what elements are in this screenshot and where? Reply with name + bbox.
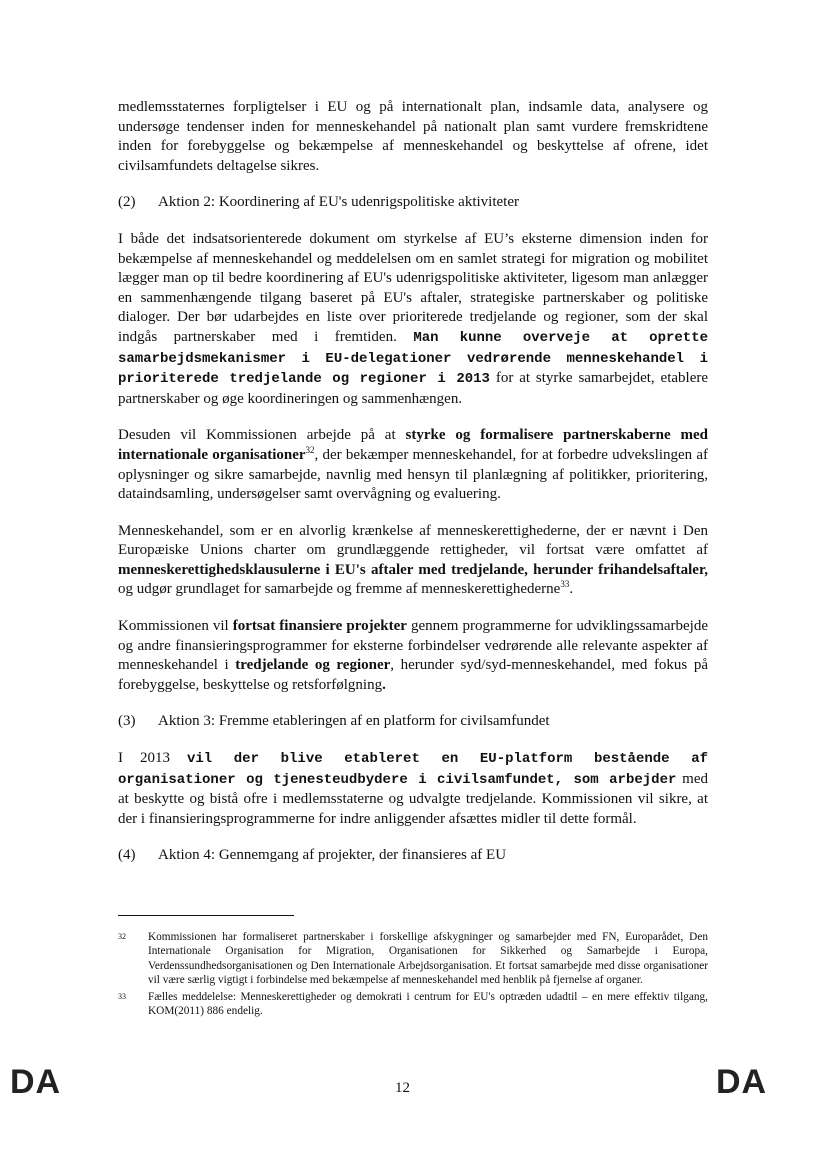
paragraph-coordination: I både det indsatsorienterede dokument om styrkelse af EU’s eksterne dimension inden for bekæmpelse af menneskehandel og meddelelsen om en samlet strategi for migration og mobilitet lægger man op til bedre koordinering af EU's udenrigspolitiske aktiviteter, ligesom man anlægger en sammenhængende tilgang baseret på EU's aftaler, strategiske partnerskaber og politiske dialoger. Der bør udarbejdes en liste over prioriterede tredjelande og regioner, som der skal indgås partnerskaber med i fremtiden. Man kunne overveje at oprette samarbejdsmekanismer i EU-delegationer vedrørende menneskehandel i prioriterede tredjelande og regioner i 2013 for at styrke samarbejdet, etablere partnerskaber og øge koordineringen og sammenhængen. bbox=[118, 230, 709, 407]
footnote-text: Fælles meddelelse: Menneskerettigheder og demokrati i centrum for EU's optræden udadtil – en mere effektiv tilgang, KOM(2011) 886 endelig. bbox=[148, 990, 708, 1018]
footnote-ref-33[interactable]: 33 bbox=[560, 579, 570, 590]
footnote-number: 33 bbox=[118, 991, 126, 1001]
heading-text: Aktion 2: Koordinering af EU's udenrigspolitiske aktiviteter bbox=[158, 194, 519, 211]
language-code-left: DA bbox=[10, 1063, 62, 1101]
heading-text: Aktion 4: Gennemgang af projekter, der finansieres af EU bbox=[158, 847, 507, 864]
section-heading-3 bbox=[118, 712, 708, 732]
footnote-ref-32[interactable]: 32 bbox=[305, 444, 315, 455]
footnote-text: Kommissionen har formaliseret partnerskaber i forskellige afskygninger og samarbejder med FN, Europarådet, Den Internationale Organisation for Migration, Organisationen for Sikkerhed og Samarbejde i Europa, Verdenssundhedsorganisationen og Den Internationale Arbejdsorganisation. Et fortsat samarbejde med disse organisationer vil være særlig vigtigt i forbindelse med bekæmpelse af menneskehandel med henblik på fjernelse af organer. bbox=[148, 931, 708, 987]
language-code-right: DA bbox=[716, 1063, 768, 1101]
heading-number: (4) bbox=[118, 847, 136, 864]
emphasis-text: fortsat finansiere projekter bbox=[232, 618, 407, 635]
paragraph-platform: I 2013 vil der blive etableret en EU-platform bestående af organisationer og tjenesteudbydere i civilsamfundet, som arbejder med at beskytte og bistå ofre i medlemsstaterne og udvalgte tredjelande. Kommissionen vil sikre, at der i finansieringsprogrammerne for indre anliggender afsættes midler til dette formål. bbox=[118, 750, 708, 827]
section-heading-2 bbox=[118, 193, 708, 213]
footnotes bbox=[118, 930, 708, 1020]
emphasis-text: tredjelande og regioner bbox=[235, 657, 391, 674]
emphasis-text: Man kunne overveje at oprette samarbejdsmekanismer i EU-delegationer vedrørende menneskehandel i prioriterede tredjelande og regioner i 2013 bbox=[118, 329, 708, 388]
footnote-number: 32 bbox=[118, 932, 126, 941]
footnote-32 bbox=[118, 930, 708, 988]
paragraph-funding: Kommissionen vil fortsat finansiere projekter gennem programmerne for udviklingssamarbejde og andre finansieringsprogrammer for eksterne forbindelser vedrørende alle relevante aspekter af menneskehandel i tredjelande og regioner, herunder syd/syd-menneskehandel, med fokus på forebyggelse, beskyttelse og retsforfølgning. bbox=[118, 618, 708, 693]
section-heading-4 bbox=[118, 846, 708, 866]
footnote-33 bbox=[118, 990, 708, 1019]
footnote-divider bbox=[118, 915, 294, 916]
paragraph-human-rights: Menneskehandel, som er en alvorlig krænkelse af menneskerettighederne, der er nævnt i Den Europæiske Unions charter om grundlæggende rettigheder, vil fortsat være omfattet af menneskerettighedsklausulerne i EU's aftaler med tredjelande, herunder frihandelsaftaler, og udgør grundlaget for samarbejde og fremme af menneskerettighederne$^{33}$. bbox=[118, 522, 708, 598]
emphasis-text: menneskerettighedsklausulerne i EU's aftaler med tredjelande, herunder frihandelsaftaler, bbox=[118, 561, 708, 578]
emphasis-text: . bbox=[382, 676, 386, 693]
heading-number: (2) bbox=[118, 194, 136, 211]
emphasis-text: vil der blive etableret en EU-platform bestående af organisationer og tjenesteudbydere i civilsamfundet, som arbejder bbox=[118, 751, 708, 788]
heading-number: (3) bbox=[118, 713, 136, 730]
page-number: 12 bbox=[395, 1080, 410, 1096]
paragraph-continuation: medlemsstaternes forpligtelser i EU og på internationalt plan, indsamle data, analysere og undersøge tendenser inden for menneskehandel på nationalt plan samt vurdere fremskridtene inden for forebyggelse og bekæmpelse af menneskehandel og beskyttelse af ofrene, idet civilsamfundets deltagelse sikres. bbox=[118, 99, 708, 174]
body-text bbox=[118, 98, 708, 883]
heading-text: Aktion 3: Fremme etableringen af en platform for civilsamfundet bbox=[158, 713, 550, 730]
emphasis-text: styrke og formalisere partnerskaberne med internationale organisationer bbox=[118, 427, 709, 463]
paragraph-partnerships: Desuden vil Kommissionen arbejde på at styrke og formalisere partnerskaberne med internationale organisationer$^{32}$, der bekæmper menneskehandel, for at forbedre udvekslingen af oplysninger og sikre samarbejde, navnlig med hensyn til planlægning af politikker, prioritering, dataindsamling, undersøgelser samt overvågning og evaluering. bbox=[118, 427, 709, 503]
